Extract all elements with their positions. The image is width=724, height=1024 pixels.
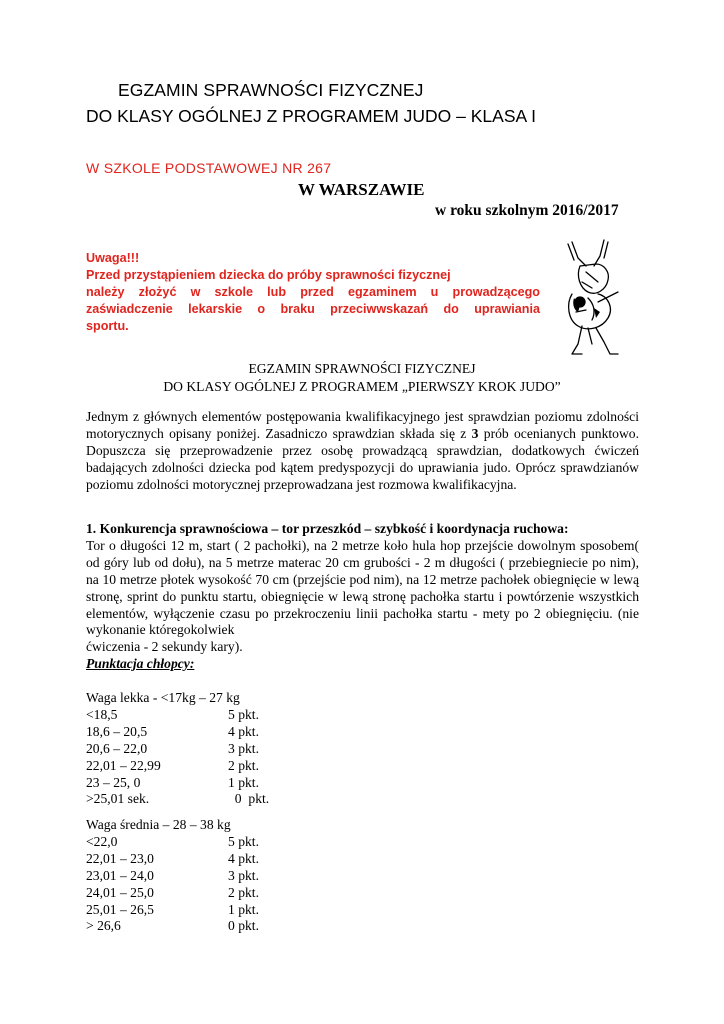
- points: 0 pkt.: [228, 918, 259, 934]
- city-name: W WARSZAWIE: [298, 180, 425, 199]
- section-1-body: Tor o długości 12 m, start ( 2 pachołki), na 2 metrze koło hula hop przejście dowolnym sposobem( od góry lub od dołu), na 5 metrze materac 20 cm grubości - 2 m długości ( przebiegniecie po nim), na 10 metrze płotek wysokość 70 cm (przejście pod nim), na 12 metrze pachołek obiegnięcie w lewą stronę, sprint do punktu startu, obiegnięcie w lewą stronę pachołka startu i powtórzenie wszystkich elementów, wyłączenie czasu po przekroczeniu linii pachołka startu - mety po 2 obiegnięciu. (nie wykonanie któregokolwiek: [86, 537, 639, 638]
- points: 4 pkt.: [228, 723, 259, 739]
- warning-line: sportu.: [86, 319, 129, 333]
- time-range: <18,5: [86, 706, 118, 722]
- warning-label: Uwaga!!!: [86, 251, 140, 265]
- time-range: >25,01 sek.: [86, 791, 150, 807]
- time-range: 23 – 25, 0: [86, 774, 141, 790]
- weight-light-title: Waga lekka - <17kg – 27 kg: [86, 690, 240, 705]
- section-1-body-end: ćwiczenia - 2 sekundy kary).: [86, 639, 243, 655]
- weight-medium-table: [86, 817, 259, 935]
- points: 5 pkt.: [228, 833, 259, 849]
- test-count: 3: [471, 425, 479, 441]
- table-row: [86, 834, 259, 851]
- document-title-line-1: EGZAMIN SPRAWNOŚCI FIZYCZNEJ: [118, 80, 424, 100]
- section-1: [86, 521, 639, 673]
- points: 2 pkt.: [228, 884, 259, 900]
- time-range: 22,01 – 22,99: [86, 757, 161, 773]
- table-row: [86, 741, 269, 758]
- table-row: [86, 758, 269, 775]
- points: 4 pkt.: [228, 850, 259, 866]
- intro-paragraph: [86, 409, 639, 494]
- points: 1 pkt.: [228, 774, 259, 790]
- time-range: 25,01 – 26,5: [86, 901, 154, 917]
- table-row: [86, 902, 259, 919]
- points: 3 pkt.: [228, 740, 259, 756]
- table-row: [86, 918, 259, 935]
- time-range: > 26,6: [86, 918, 121, 934]
- medical-warning: [86, 250, 540, 335]
- table-row: [86, 851, 259, 868]
- section-1-heading: 1. Konkurencja sprawnościowa – tor przeszkód – szybkość i koordynacja ruchowa:: [86, 521, 569, 536]
- points: 3 pkt.: [228, 867, 259, 883]
- exam-title-line-2: DO KLASY OGÓLNEJ Z PROGRAMEM „PIERWSZY KROK JUDO”: [163, 379, 561, 394]
- warning-line: zaświadczenie lekarskie o braku przeciwwskazań do uprawiania: [86, 302, 540, 316]
- weight-light-table: [86, 690, 269, 808]
- time-range: <22,0: [86, 833, 118, 849]
- warning-line: należy złożyć w szkole lub przed egzaminem u prowadzącego: [86, 285, 540, 299]
- scoring-label: Punktacja chłopcy:: [86, 656, 195, 672]
- judo-throw-illustration-icon: [558, 238, 634, 358]
- time-range: 22,01 – 23,0: [86, 850, 154, 866]
- points: 2 pkt.: [228, 757, 259, 773]
- points: 5 pkt.: [228, 706, 259, 722]
- exam-title-line-1: EGZAMIN SPRAWNOŚCI FIZYCZNEJ: [248, 361, 476, 376]
- table-row: [86, 707, 269, 724]
- weight-medium-title: Waga średnia – 28 – 38 kg: [86, 817, 231, 832]
- table-row: [86, 724, 269, 741]
- intro-text: Jednym z głównych elementów postępowania kwalifikacyjnego jest sprawdzian poziomu zdolności motorycznych opisany poniżej. Zasadniczo sprawdzian składa się z: [86, 409, 639, 441]
- document-title-line-2: DO KLASY OGÓLNEJ Z PROGRAMEM JUDO – KLASA I: [86, 106, 536, 126]
- table-row: [86, 791, 269, 808]
- table-row: [86, 868, 259, 885]
- time-range: 18,6 – 20,5: [86, 723, 148, 739]
- table-row: [86, 885, 259, 902]
- points: 0 pkt.: [228, 791, 270, 807]
- time-range: 24,01 – 25,0: [86, 884, 154, 900]
- points: 1 pkt.: [228, 901, 259, 917]
- school-year: w roku szkolnym 2016/2017: [435, 202, 619, 219]
- school-name: W SZKOLE PODSTAWOWEJ NR 267: [86, 160, 332, 176]
- warning-line: Przed przystąpieniem dziecka do próby sprawności fizycznej: [86, 268, 451, 282]
- time-range: 23,01 – 24,0: [86, 867, 154, 883]
- table-row: [86, 775, 269, 792]
- intro-text: prób ocenianych punktowo. Dopuszcza się przeprowadzenie przez osobę prowadzącą sprawdzian, dodatkowych ćwiczeń badających zdolności dziecka pod kątem predyspozycji do uprawiania judo. Oprócz sprawdzianów poziomu zdolności motorycznej przeprowadzana jest rozmowa kwalifikacyjna.: [86, 425, 639, 492]
- time-range: 20,6 – 22,0: [86, 740, 148, 756]
